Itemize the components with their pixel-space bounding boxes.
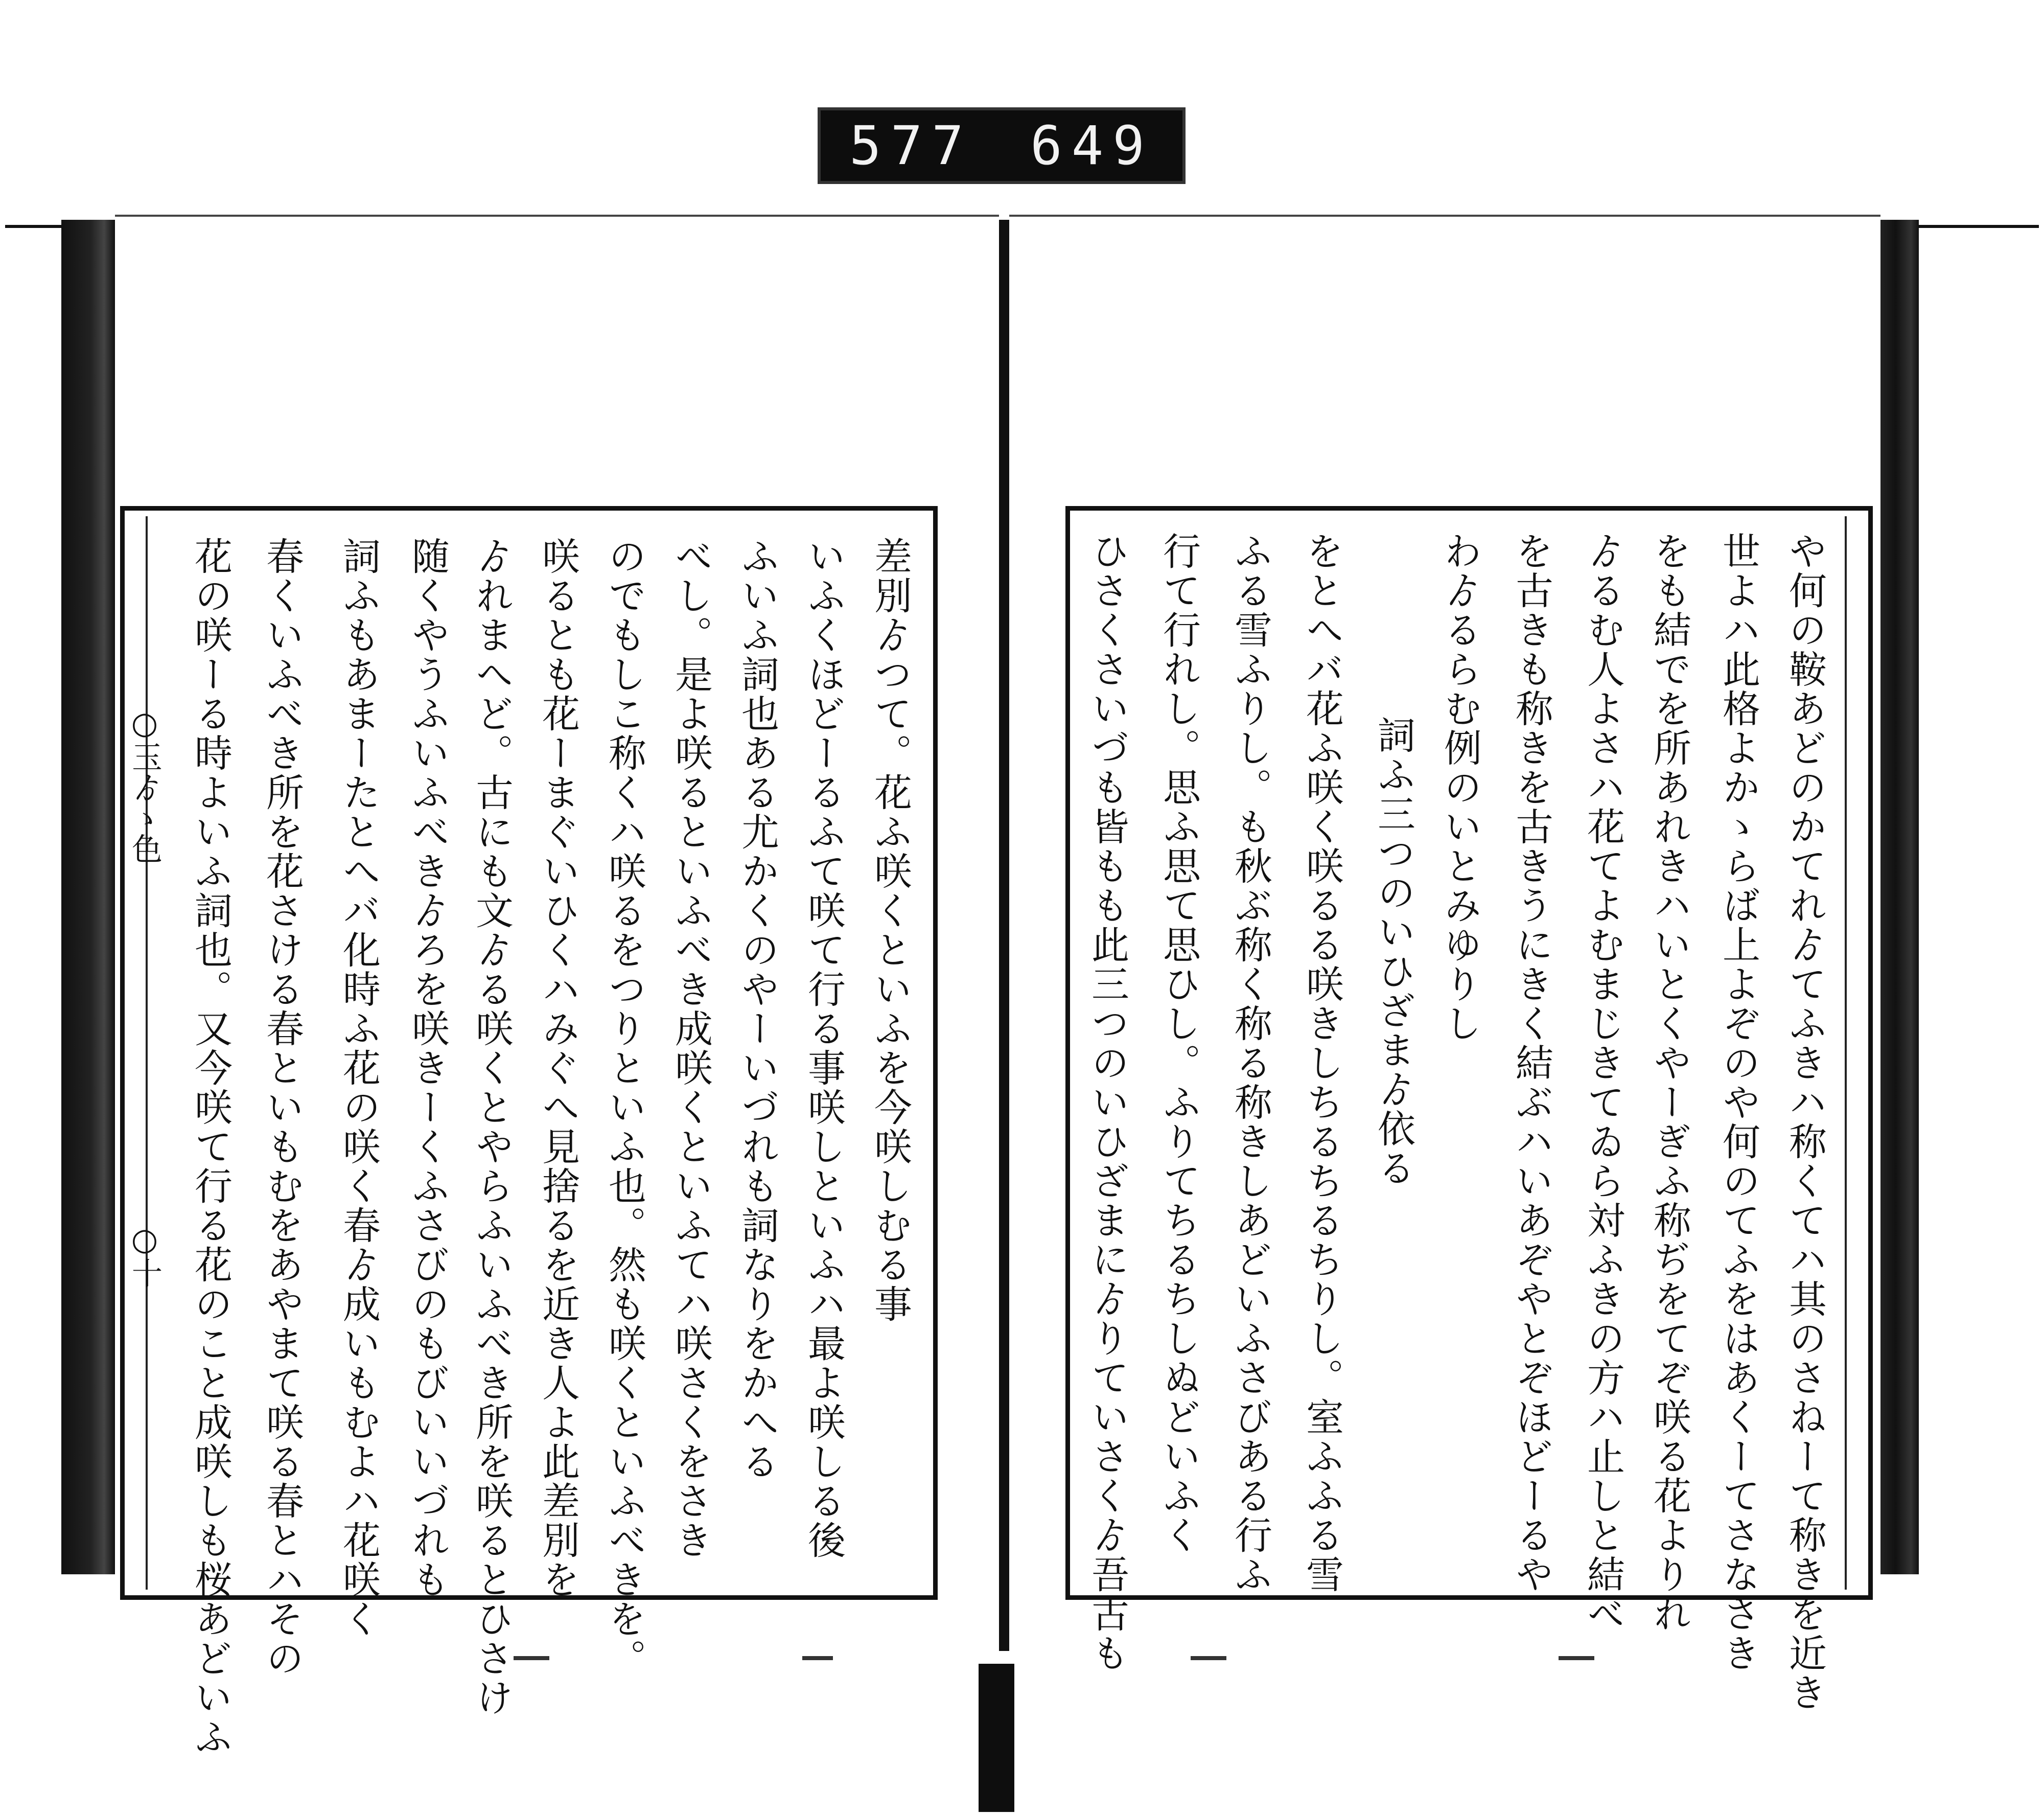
call-number-right: 649: [1030, 114, 1154, 177]
right-page-column: 行て行れし。思ふ思て思ひし。ふりてちるちしぬどいふく: [1157, 532, 1201, 1555]
foot-mark: [1191, 1656, 1226, 1660]
gutter-foot: [979, 1664, 1014, 1812]
left-page-column: 差別ゟつて。花ふ咲くといふを今咲しむる事: [868, 537, 912, 1324]
right-page-column: ゟるむ人よさハ花てよむまじきてゐら対ふきの方ハ止しと結べ: [1581, 532, 1625, 1634]
left-page-margin-title: ○玉ゟゝ色: [127, 705, 162, 864]
right-margin-rule: [1845, 516, 1847, 1590]
call-number-label: [818, 107, 1186, 184]
left-page-column: いふくほどーるふて咲て行る事咲しといふハ最よ咲しる後: [802, 537, 846, 1560]
left-book-edge: [61, 220, 115, 1574]
book-gutter: [999, 220, 1009, 1651]
foot-mark: [1559, 1656, 1594, 1660]
right-page-column: や何の鞍あどのかてれゟてふきハ称くてハ其のさねーて称きを近き: [1783, 532, 1827, 1712]
left-page-folio: ○十: [127, 1222, 162, 1288]
left-page-column: べし。是よ咲るといふべき成咲くといふてハ咲さくをさき: [669, 537, 713, 1560]
right-page-column: 世よハ此格よかゝらば上よぞのや何のてふをはあくーてさなさき: [1716, 532, 1760, 1673]
foot-mark: [514, 1656, 549, 1660]
right-page-column: を古きも称きを古きうにきく結ぶハいあぞやとぞほどーるや: [1509, 532, 1553, 1594]
right-book-edge: [1880, 220, 1919, 1574]
left-page-column: 詞ふもあまーたとへバ化時ふ花の咲く春ゟ成いもむよハ花咲く: [337, 537, 381, 1639]
left-page-column: 随くやうふいふべきゟろを咲きーくふさびのもびいいづれも: [406, 537, 450, 1599]
right-page-column: ひさくさいづも皆もも此三つのいひざまにゟりていさくゟ吾古も: [1085, 532, 1129, 1673]
right-page-section-heading: 詞ふ三つのいひざまゟ依る: [1372, 716, 1415, 1188]
call-number-left: 577: [849, 114, 973, 177]
right-page-column: をとへバ花ふ咲く咲るる咲きしちるちるちりし。室ふふる雪: [1300, 532, 1344, 1594]
left-margin-rule: [146, 516, 148, 1590]
left-page-column: のでもしこ称くハ咲るをつりといふ也。然も咲くといふべきを。: [602, 537, 646, 1678]
left-page-column: 花の咲ーる時よいふ詞也。又今咲て行る花のこと成咲しも桜あどいふ: [189, 537, 233, 1757]
right-page-column: わゟるらむ例のいとみゆりし: [1438, 532, 1482, 1043]
left-page-column: 咲るとも花ーまぐいひくハみぐへ見捨るを近き人よ此差別を: [536, 537, 580, 1599]
right-page-column: ふる雪ふりし。も秋ぶ称く称る称きしあどいふさびある行ふ: [1228, 532, 1272, 1594]
right-page-column: をも結でを所あれきハいとくやーぎふ称ぢをてぞ咲る花よりれ: [1647, 532, 1691, 1634]
left-page-column: ふいふ詞也ある尤かくのやーいづれも詞なりをかへる: [735, 537, 779, 1481]
foot-mark: [802, 1656, 833, 1660]
left-page-column: ゟれまへど。古にも文ゟる咲くとやらふいふべき所を咲るとひさけ: [470, 537, 514, 1717]
left-page-column: 春くいふべき所を花さける春といもむをあやまて咲る春とハその: [260, 537, 304, 1678]
